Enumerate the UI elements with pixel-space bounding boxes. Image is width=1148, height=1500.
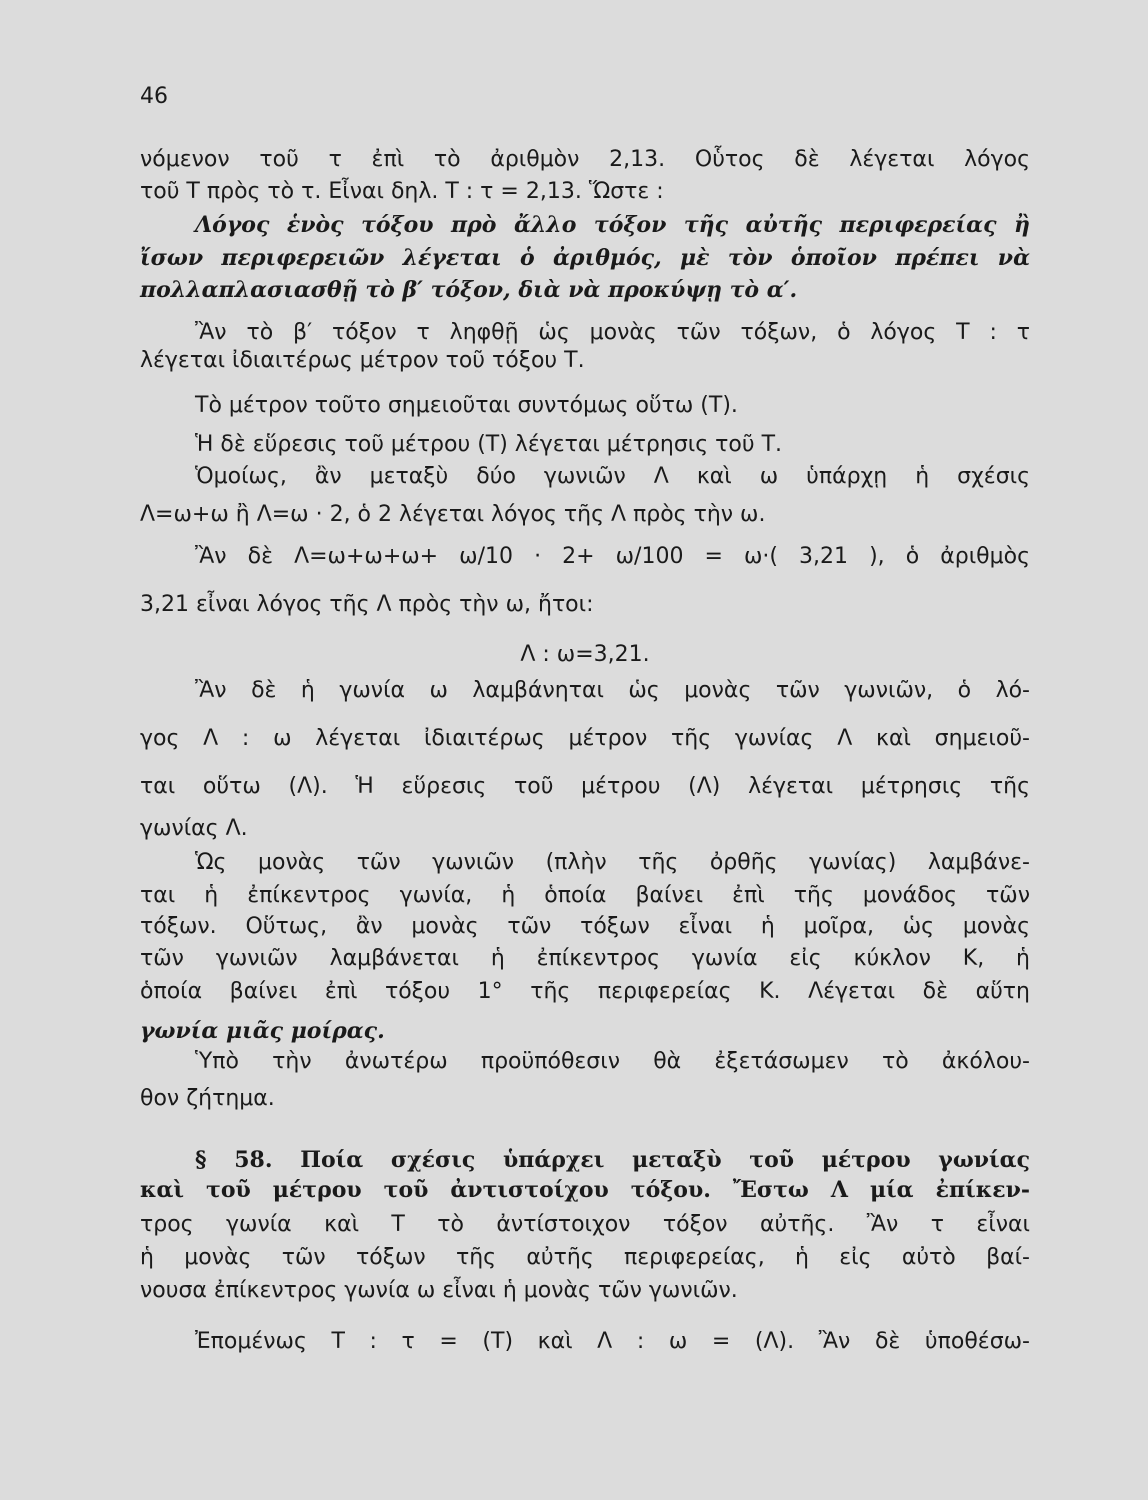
text-line: ὁποία βαίνει ἐπὶ τόξου 1° τῆς περιφερείας Κ. Λέγεται δὲ αὕτη — [140, 979, 1030, 1004]
text-line: Ἂν δὲ ἡ γωνία ω λαμβάνηται ὡς μονὰς τῶν γωνιῶν, ὁ λό- — [195, 678, 1030, 703]
text-line: ἡ μονὰς τῶν τόξων τῆς αὐτῆς περιφερείας, ἡ εἰς αὐτὸ βαί- — [140, 1245, 1030, 1270]
text-line: Ἂν τὸ β′ τόξον τ ληφθῇ ὡς μονὰς τῶν τόξων, ὁ λόγος Τ : τ — [195, 320, 1030, 345]
text-line: τοῦ Τ πρὸς τὸ τ. Εἶναι δηλ. Τ : τ = 2,13. Ὥστε : — [140, 179, 664, 204]
text-line: θον ζήτημα. — [140, 1086, 275, 1111]
text-line: τρος γωνία καὶ Τ τὸ ἀντίστοιχον τόξον αὐτῆς. Ἂν τ εἶναι — [140, 1212, 1030, 1237]
text-line: νουσα ἐπίκεντρος γωνία ω εἶναι ἡ μονὰς τῶν γωνιῶν. — [140, 1278, 738, 1303]
text-line: γος Λ : ω λέγεται ἰδιαιτέρως μέτρον τῆς γωνίας Λ καὶ σημειοῦ- — [140, 726, 1030, 751]
text-line: Ὁμοίως, ἂν μεταξὺ δύο γωνιῶν Λ καὶ ω ὑπάρχῃ ἡ σχέσις — [195, 464, 1030, 489]
definition-line: γωνία μιᾶς μοίρας. — [140, 1018, 385, 1044]
text-line: νόμενον τοῦ τ ἐπὶ τὸ ἀριθμὸν 2,13. Οὗτος δὲ λέγεται λόγος — [140, 147, 1030, 172]
text-line: 3,21 εἶναι λόγος τῆς Λ πρὸς τὴν ω, ἤτοι: — [140, 592, 594, 617]
text-line: τῶν γωνιῶν λαμβάνεται ἡ ἐπίκεντρος γωνία εἰς κύκλον Κ, ἡ — [140, 946, 1030, 971]
text-line: Ὑπὸ τὴν ἀνωτέρω προϋπόθεσιν θὰ ἐξετάσωμεν τὸ ἀκόλου- — [195, 1049, 1030, 1074]
definition-line: Λόγος ἑνὸς τόξου πρὸ ἄλλο τόξον τῆς αὐτῆς περιφερείας ἢ — [195, 212, 1030, 238]
equation-line: Λ=ω+ω ἢ Λ=ω · 2, ὁ 2 λέγεται λόγος τῆς Λ πρὸς τὴν ω. — [140, 502, 766, 527]
page-number: 46 — [140, 84, 168, 109]
text-line: Ἡ δὲ εὕρεσις τοῦ μέτρου (Τ) λέγεται μέτρησις τοῦ Τ. — [195, 432, 782, 457]
text-line: τόξων. Οὕτως, ἂν μονὰς τῶν τόξων εἶναι ἡ μοῖρα, ὡς μονὰς — [140, 914, 1030, 939]
section-heading: § 58. Ποία σχέσις ὑπάρχει μεταξὺ τοῦ μέτρου γωνίας — [195, 1147, 1030, 1173]
text-line: ται οὕτω (Λ). Ἡ εὕρεσις τοῦ μέτρου (Λ) λέγεται μέτρησις τῆς — [140, 774, 1030, 799]
text-line: Τὸ μέτρον τοῦτο σημειοῦται συντόμως οὕτω (Τ). — [195, 393, 738, 418]
text-line: γωνίας Λ. — [140, 816, 248, 841]
definition-line: πολλαπλασιασθῇ τὸ β′ τόξον, διὰ νὰ προκύψῃ τὸ α′. — [140, 277, 798, 303]
text-line: λέγεται ἰδιαιτέρως μέτρον τοῦ τόξου Τ. — [140, 348, 585, 373]
text-line: ται ἡ ἐπίκεντρος γωνία, ἡ ὁποία βαίνει ἐπὶ τῆς μονάδος τῶν — [140, 883, 1030, 908]
definition-line: ἴσων περιφερειῶν λέγεται ὁ ἀριθμός, μὲ τὸν ὁποῖον πρέπει νὰ — [140, 245, 1030, 271]
section-heading: καὶ τοῦ μέτρου τοῦ ἀντιστοίχου τόξου. Ἔστω Λ μία ἐπίκεν- — [140, 1177, 1030, 1203]
equation-line: Ἐπομένως Τ : τ = (Τ) καὶ Λ : ω = (Λ). Ἂν δὲ ὑποθέσω- — [195, 1329, 1030, 1354]
equation-line: Λ : ω=3,21. — [520, 642, 650, 667]
text-line: Ὡς μονὰς τῶν γωνιῶν (πλὴν τῆς ὀρθῆς γωνίας) λαμβάνε- — [195, 850, 1030, 875]
equation-line: Ἂν δὲ Λ=ω+ω+ω+ ω/10 · 2+ ω/100 = ω·( 3,21 ), ὁ ἀριθμὸς — [195, 544, 1030, 569]
